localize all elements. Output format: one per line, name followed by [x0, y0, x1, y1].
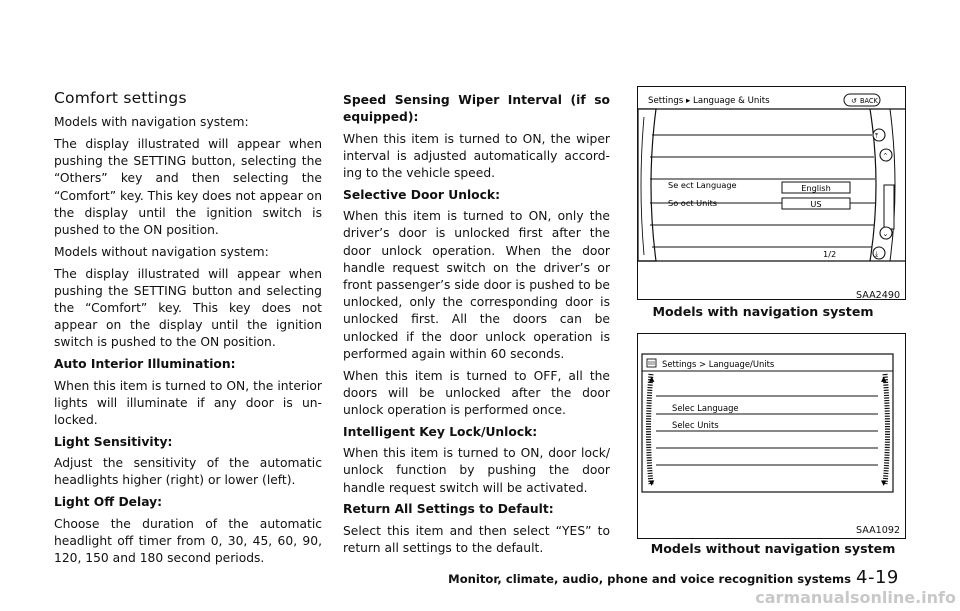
- paragraph: When this item is turned to OFF, all the doors will be unlocked after the door unlock operation is performed once.: [343, 368, 610, 418]
- paragraph: Adjust the sensitivity of the automatic headlights higher (right) or lower (left).: [54, 456, 322, 488]
- paragraph: Select this item and then select “YES” to return all settings to the default.: [343, 523, 610, 555]
- svg-text:▲: ▲: [881, 375, 887, 383]
- left-column-body: [54, 114, 322, 567]
- breadcrumb: Settings > Language/Units: [662, 359, 775, 369]
- paragraph: When this item is turned to ON, the interior lights will illuminate if any door is un-locked.: [54, 378, 322, 428]
- navigation-screen-illustration: [638, 87, 906, 300]
- subheading: Return All Settings to Default:: [343, 502, 554, 517]
- figure-code: SAA1092: [856, 525, 901, 536]
- left-text-column: [54, 89, 322, 572]
- paragraph: The display illustrated will appear when pushing the SETTING button, selecting the “Others” key and then selecting the “Comfort” key. This key does not appear on the display until the ignition switch is pushed to the ON position.: [54, 137, 322, 238]
- page-indicator: 1/2: [823, 249, 837, 259]
- display-screen-illustration: [638, 334, 906, 539]
- scrollbar: [884, 185, 894, 229]
- row-label-language: Selec Language: [672, 403, 739, 413]
- footer-title: Monitor, climate, audio, phone and voice recognition systems: [448, 572, 851, 586]
- svg-text:▼: ▼: [649, 479, 655, 487]
- paragraph: Choose the duration of the automatic headlight off timer from 0, 30, 45, 60, 90, 120, 150 and 180 second periods.: [54, 516, 322, 565]
- paragraph: When this item is turned to ON, the wiper interval is adjusted automatically accord-ing to the vehicle speed.: [343, 131, 610, 180]
- paragraph: The display illustrated will appear when pushing the SETTING button and selecting the “Comfort” key. This key does not appear on the display until the ignition switch is pushed to the ON position.: [54, 266, 322, 350]
- row-label-units: Selec Units: [672, 420, 719, 430]
- breadcrumb: Settings ▸ Language & Units: [648, 96, 770, 106]
- row-label-units: So oct Units: [668, 198, 718, 208]
- paragraph: When this item is turned to ON, only the driver’s door is unlocked first after the door unlock operation. When the door handle request switch on the driver’s or front passenger’s side door is pushed to be unlocked, only the corresponding door is unlocked first. All the doors can be unlocked if the door unlock operation is performed again within 60 seconds.: [343, 209, 610, 361]
- figure-code: SAA2490: [856, 290, 901, 301]
- subheading: Light Off Delay:: [54, 495, 163, 510]
- settings-icon: [647, 359, 656, 367]
- svg-text:⤒: ⤒: [875, 132, 879, 140]
- subheading: Speed Sensing Wiper Interval (if so equipped):: [343, 93, 610, 125]
- svg-text:▼: ▼: [881, 479, 887, 487]
- svg-text:⌃: ⌃: [882, 152, 889, 160]
- paragraph: Models without navigation system:: [54, 244, 269, 259]
- figure-caption: Models without navigation system: [650, 541, 896, 556]
- navigation-settings-figure: [637, 86, 906, 300]
- subheading: Auto Interior Illumination:: [54, 357, 236, 372]
- subheading: Selective Door Unlock:: [343, 187, 501, 202]
- subheading: Intelligent Key Lock/Unlock:: [343, 424, 538, 439]
- paragraph: When this item is turned to ON, door lock/ unlock function by pushing the door handle request switch will be activated.: [343, 446, 610, 495]
- back-arrow-icon: ↺: [851, 97, 857, 105]
- svg-text:▲: ▲: [649, 375, 655, 383]
- svg-text:⌄: ⌄: [882, 230, 889, 238]
- row-label-language: Se ect Language: [668, 180, 737, 190]
- back-label: BACK: [860, 97, 878, 105]
- page-number: 4-19: [856, 567, 899, 588]
- section-title: Comfort settings: [54, 89, 187, 107]
- middle-text-column: [343, 92, 610, 562]
- watermark: carmanualsonline.info: [755, 588, 956, 607]
- row-value-language: English: [801, 183, 831, 193]
- row-value-units: US: [810, 199, 822, 209]
- svg-text:⤓: ⤓: [875, 250, 879, 258]
- paragraph: Models with navigation system:: [54, 115, 249, 130]
- figure-caption: Models with navigation system: [652, 304, 874, 319]
- non-navigation-settings-figure: [637, 333, 906, 539]
- subheading: Light Sensitivity:: [54, 434, 173, 449]
